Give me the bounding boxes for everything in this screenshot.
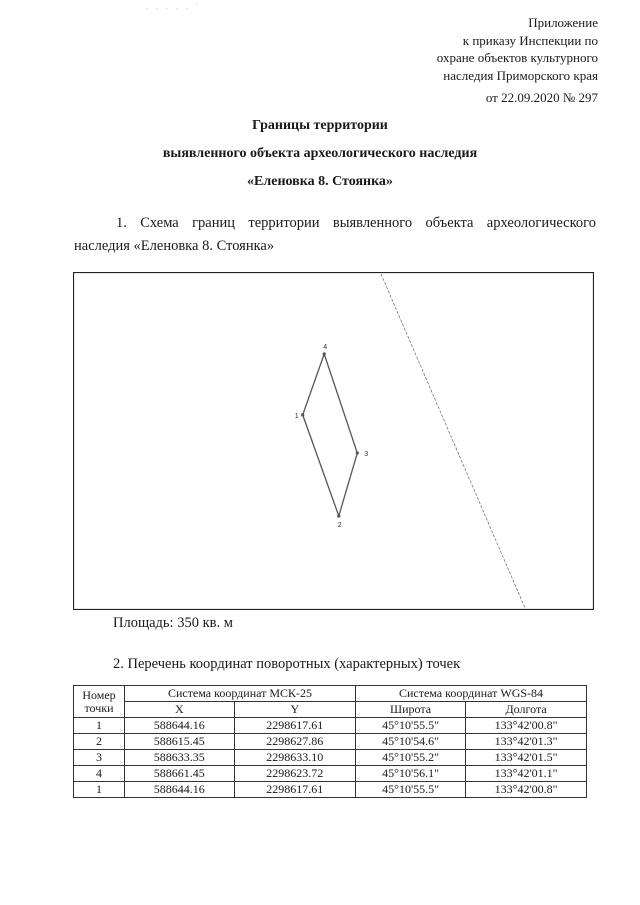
document-title-line-3: «Еленовка 8. Стоянка» (247, 174, 393, 189)
cell-x: 588633.35 (125, 750, 235, 766)
table-row (74, 782, 587, 798)
appendix-line: к приказу Инспекции по (462, 32, 598, 48)
cell-latitude: 45°10'54.6" (356, 734, 466, 750)
cell-y: 2298617.61 (234, 718, 355, 734)
msk-system-header: Система координат МСК-25 (125, 686, 356, 702)
coordinates-table (73, 685, 587, 798)
cell-point-number: 3 (74, 750, 125, 766)
longitude-header: Долгота (466, 702, 587, 718)
cell-x: 588644.16 (125, 718, 235, 734)
point-number-header (74, 686, 125, 718)
cell-point-number: 1 (74, 718, 125, 734)
cell-x: 588615.45 (125, 734, 235, 750)
cell-latitude: 45°10'55.2" (356, 750, 466, 766)
boundary-point-marker (337, 514, 340, 517)
cell-longitude: 133°42'00.8" (466, 782, 587, 798)
boundary-point-marker (301, 413, 304, 416)
cell-y: 2298627.86 (234, 734, 355, 750)
section-1-heading: 1. Схема границ территории выявленного объекта археологического наследия «Еленовка 8. Стоянка» (74, 215, 596, 254)
area-text: Площадь: 350 кв. м (113, 615, 233, 631)
cell-latitude: 45°10'55.5" (356, 782, 466, 798)
cell-point-number: 1 (74, 782, 125, 798)
scan-mark: . . . , . ' (146, 2, 201, 11)
cell-longitude: 133°42'01.3" (466, 734, 587, 750)
latitude-header: Широта (356, 702, 466, 718)
table-subheader-row (74, 702, 587, 718)
point-number-header-line: точки (84, 700, 114, 715)
order-date: от 22.09.2020 № 297 (485, 90, 598, 105)
cell-point-number: 4 (74, 766, 125, 782)
cell-x: 588644.16 (125, 782, 235, 798)
cell-point-number: 2 (74, 734, 125, 750)
x-header: X (125, 702, 235, 718)
cell-x: 588661.45 (125, 766, 235, 782)
boundary-point-label: 3 (364, 451, 369, 458)
table-row (74, 766, 587, 782)
cell-latitude: 45°10'55.5" (356, 718, 466, 734)
document-title-line-2: выявленного объекта археологического наследия (162, 146, 478, 161)
table-row (74, 718, 587, 734)
table-row (74, 750, 587, 766)
road-line (381, 274, 525, 608)
cell-longitude: 133°42'00.8" (466, 718, 587, 734)
table-header-row (74, 686, 587, 702)
appendix-line: наследия Приморского края (443, 67, 598, 83)
boundary-point-marker (323, 352, 326, 355)
appendix-block (437, 14, 598, 84)
y-header: Y (234, 702, 355, 718)
appendix-line: охране объектов культурного (436, 50, 598, 65)
boundary-polygon (303, 354, 358, 516)
boundary-scheme-drawing (73, 272, 594, 610)
boundary-point-label: 4 (323, 344, 328, 351)
document-title-line-1: Границы территории (252, 118, 388, 133)
cell-y: 2298617.61 (234, 782, 355, 798)
section-2-heading: 2. Перечень координат поворотных (характерных) точек (113, 656, 461, 672)
point-number-header-line: Номер (82, 687, 116, 702)
cell-longitude: 133°42'01.5" (466, 750, 587, 766)
boundary-point-label: 2 (337, 522, 342, 529)
cell-latitude: 45°10'56.1" (356, 766, 466, 782)
boundary-point-label: 1 (294, 412, 299, 420)
table-row (74, 734, 587, 750)
cell-longitude: 133°42'01.1" (466, 766, 587, 782)
cell-y: 2298623.72 (234, 766, 355, 782)
boundary-scheme (73, 272, 594, 610)
boundary-point-marker (356, 451, 359, 454)
wgs-system-header: Система координат WGS-84 (356, 686, 587, 702)
scheme-frame (74, 273, 594, 610)
boundary-layer (295, 344, 369, 529)
appendix-line: Приложение (528, 15, 598, 30)
cell-y: 2298633.10 (234, 750, 355, 766)
